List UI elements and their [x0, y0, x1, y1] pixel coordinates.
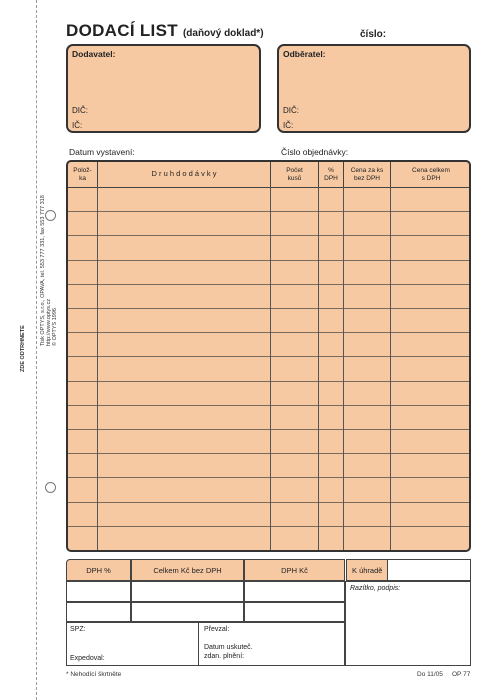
signature-box[interactable] — [345, 581, 471, 666]
printer-line-2: http://www.optys.cz — [46, 298, 52, 346]
table-row[interactable] — [68, 477, 469, 478]
table-row[interactable] — [68, 356, 469, 357]
table-row[interactable] — [68, 381, 469, 382]
col-header-item: Polož- ka — [68, 162, 98, 187]
items-table — [66, 160, 471, 552]
table-row[interactable] — [68, 260, 469, 261]
form-code-right: OP 77 — [452, 671, 471, 678]
vat-czk-header: DPH Kč — [244, 559, 345, 581]
col-divider — [97, 187, 98, 550]
dispatched-by-label: Expedoval: — [70, 655, 105, 662]
col-divider — [390, 187, 391, 550]
printer-line-3: © OPTYS 1996 — [52, 308, 58, 346]
to-pay-label: K úhradě — [347, 560, 388, 580]
table-row[interactable] — [68, 429, 469, 430]
table-row[interactable] — [68, 332, 469, 333]
table-row[interactable] — [68, 526, 469, 527]
customer-title: Odběratel: — [283, 49, 326, 59]
supplier-title: Dodavatel: — [72, 49, 116, 59]
col-header-unit-price: Cena za ks bez DPH — [344, 162, 391, 187]
taxable-date-label-2: zdan. plnění: — [204, 653, 245, 660]
col-header-description: D r u h d o d á v k y — [98, 162, 271, 187]
total-ex-vat-cell-1[interactable] — [131, 581, 244, 602]
document-title — [66, 21, 264, 41]
col-divider — [318, 187, 319, 550]
table-row[interactable] — [68, 453, 469, 454]
table-row[interactable] — [68, 308, 469, 309]
vat-percent-cell-2[interactable] — [66, 602, 131, 622]
table-row[interactable] — [68, 211, 469, 212]
total-ex-vat-header: Celkem Kč bez DPH — [131, 559, 244, 581]
perforation-line — [36, 0, 37, 700]
customer-dic: DIČ: — [283, 106, 299, 115]
col-divider — [270, 187, 271, 550]
stamp-signature-label: Razítko, podpis: — [350, 585, 401, 592]
table-row[interactable] — [68, 284, 469, 285]
col-header-total-price: Cena celkem s DPH — [412, 167, 450, 182]
punch-hole-bottom — [45, 482, 56, 493]
customer-box[interactable] — [277, 44, 471, 133]
supplier-box[interactable] — [66, 44, 261, 133]
supplier-dic: DIČ: — [72, 106, 88, 115]
dispatch-divider — [198, 623, 199, 665]
customer-ic: IČ: — [283, 121, 294, 130]
vat-czk-cell-1[interactable] — [244, 581, 345, 602]
taxable-date-label-1: Datum uskuteč. — [204, 644, 253, 651]
total-ex-vat-cell-2[interactable] — [131, 602, 244, 622]
vat-percent-cell-1[interactable] — [66, 581, 131, 602]
table-row[interactable] — [68, 235, 469, 236]
order-number-label: Číslo objednávky: — [281, 147, 349, 157]
document-number-label: číslo: — [360, 29, 387, 40]
issue-date-label: Datum vystavení: — [69, 147, 135, 157]
footnote: * Nehodící škrtněte — [66, 671, 122, 678]
received-by-label: Převzal: — [204, 626, 230, 633]
printer-line-1: Tisk OPTYS, s.r.o., OPAVA, tel. 553 777 331, fax 553 777 318 — [40, 195, 46, 346]
table-row[interactable] — [68, 502, 469, 503]
table-row[interactable] — [68, 187, 469, 188]
to-pay-box[interactable] — [346, 559, 471, 581]
supplier-ic: IČ: — [72, 121, 83, 130]
spz-label: SPZ: — [70, 626, 86, 633]
col-header-vat-rate: % DPH — [319, 162, 344, 187]
col-divider — [343, 187, 344, 550]
dispatch-box[interactable] — [66, 622, 345, 666]
tear-here-text: ZDE ODTRHNETE — [20, 325, 26, 372]
printer-info — [40, 195, 58, 346]
title-subtitle: (daňový doklad*) — [182, 28, 264, 39]
title-main: DODACÍ LIST — [66, 21, 178, 40]
form-code-left: Do 11/05 — [417, 671, 443, 678]
table-row[interactable] — [68, 405, 469, 406]
vat-percent-header: DPH % — [66, 559, 131, 581]
col-header-quantity: Počet kusů — [271, 162, 319, 187]
vat-czk-cell-2[interactable] — [244, 602, 345, 622]
